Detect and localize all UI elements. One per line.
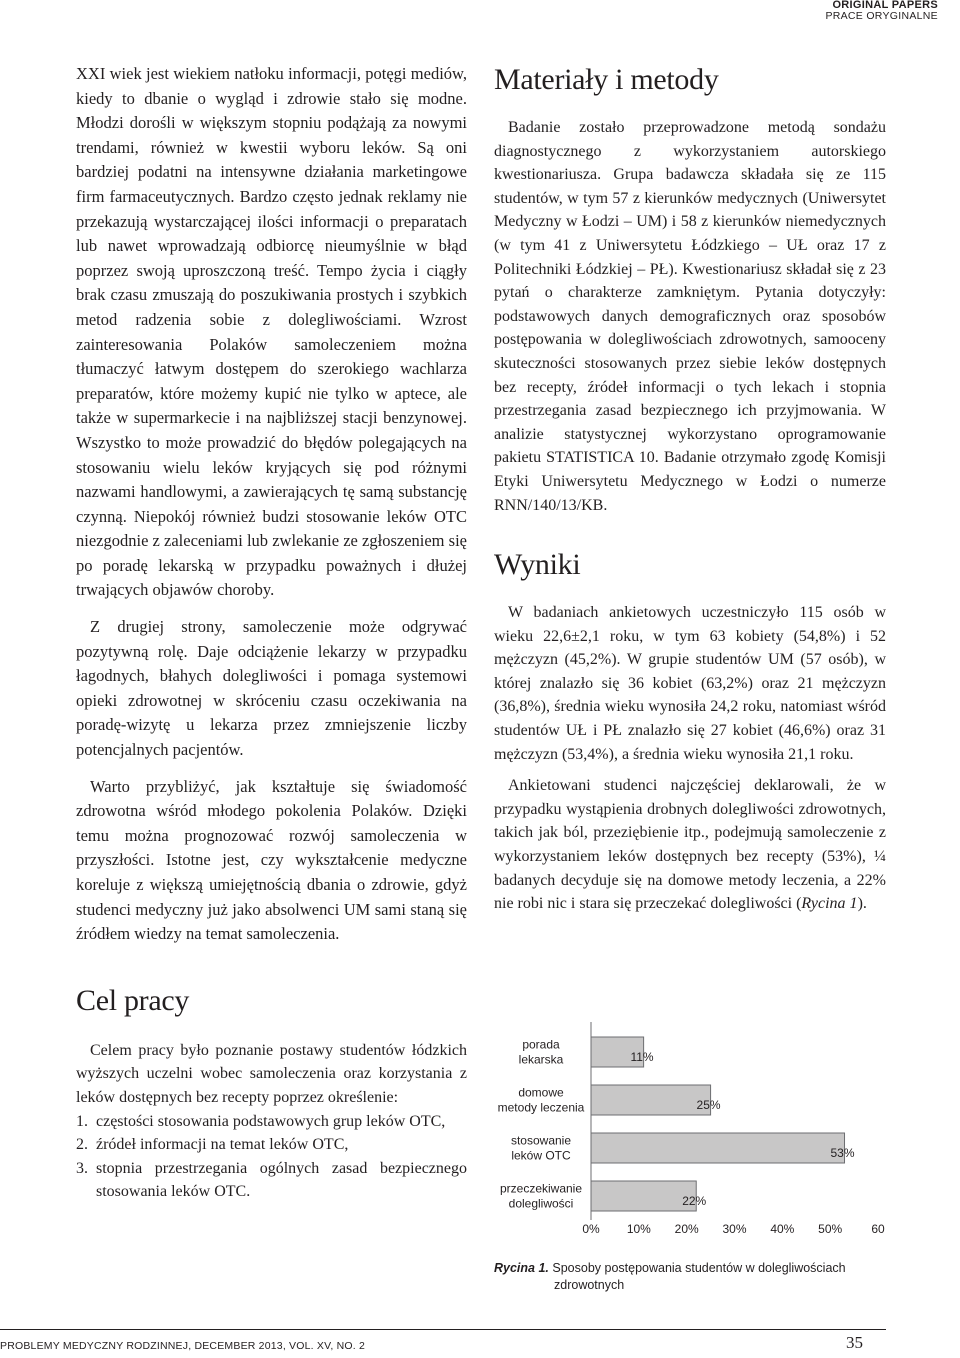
chart-x-tick-label: 60 [871, 1222, 885, 1236]
footer-rule [0, 1329, 886, 1330]
chart-x-tick-label: 10% [626, 1222, 651, 1236]
chart-x-tick-label: 30% [722, 1222, 747, 1236]
section-heading-cel-pracy: Cel pracy [76, 983, 190, 1017]
intro-paragraph-2: Z drugiej strony, samoleczenie może odgrywać pozytywną rolę. Daje odciążenie lekarzy w przypadku łagodnych, błahych dolegliwości i pomaga systemowi opieki zdrowotnej w skróceniu czasu oczekiwania na poradę-wizytę u lekarza przez zmniejszenie liczby potencjalnych pacjentów. [76, 617, 467, 760]
aims-list-item [76, 1157, 467, 1204]
methods-paragraph: Badanie zostało przeprowadzone metodą sondażu diagnostycznego z wykorzystaniem autorskiego kwestionariusza. Grupa badawcza składała się ze 115 studentów, w tym 57 z kierunków medycznych (Uniwersytet Medyczny w Łodzi – UM) i 58 z kierunków niemedycznych (w tym 41 z Uniwersytetu Łódzkiego – UŁ oraz 17 z Politechniki Łódzkiej – PŁ). Kwestionariusz składał się z 23 pytań o charakterze zamkniętym. Pytania dotyczyły: podstawowych danych demograficznych oraz sposobów postępowania w dolegliwościach zdrowotnych, samooceny skuteczności stosowanych przez siebie leków dostępnych bez recepty, źródeł informacji o tych lekach i stopnia przestrzegania zasad bezpiecznego ich przyjmowania. W analizie statystycznej wykorzystano oprogramowanie pakietu STATISTICA 10. Badanie otrzymało zgodę Komisji Etyki Uniwersytetu Medycznego w Łodzi o numerze RNN/140/13/KB. [494, 119, 886, 514]
figure-caption-line-2: zdrowotnych [554, 1278, 625, 1292]
chart-bar [591, 1181, 696, 1211]
running-head-section-pl: PRACE ORYGINALNE [825, 10, 938, 22]
results-paragraph-2-text: Ankietowani studenci najczęściej deklarowali, że w przypadku wystąpienia drobnych dolegliwości zdrowotnych, takich jak ból, przeziębienie itp., podejmują samoleczenie z wykorzystaniem leków dostępnych bez recepty (53%), ¼ badanych decyduje się na domowe metody leczenia, a 22% nie robi nic i stara się przeczekać dolegliwości ( [494, 777, 886, 913]
aims-list-number: 3. [76, 1159, 88, 1177]
intro-paragraph-1: XXI wiek jest wiekiem natłoku informacji, potęgi mediów, kiedy to dbanie o wygląd i zdrowie stało się modne. Młodzi dorośli w większym stopniu podążają za nowymi trendami, również w kwestii wyboru leków. Są oni bardziej podatni na intensywne działania marketingowe firm farmaceutycznych. Bardzo często jednak reklamy nie przekazują wystarczającej ilości informacji o preparatach lub nawet wprowadzają odbiorcę nieumyślnie w błąd poprzez swoją uproszczoną treść. Tempo życia i ciągły brak czasu zmuszają do poszukiwania prostych i szybkich metod radzenia sobie z dolegliwościami. Wzrost zainteresowania Polaków samoleczeniem można tłumaczyć łatwym dostępem do szerokiego wachlarza preparatów, które możemy kupić nie tylko w aptece, ale także w supermarkecie i na najbliższej stacji benzynowej. Wszystko to może prowadzić do błędów polegających na stosowaniu wielu leków kryjących się pod różnymi nazwami handlowymi, a zawierających tę samą substancję czynną. Niepokój również budzi stosowanie leków OTC niezgodnie z zaleceniami lub zwlekanie ze zgłoszeniem się po poradę lekarską w przypadku poważnych i dłużej trwających objawów choroby. [76, 64, 467, 600]
chart-category-label: metody leczenia [497, 1100, 585, 1115]
aims-list-number: 2. [76, 1136, 88, 1154]
chart-category-label: lekarska [518, 1052, 564, 1067]
footer-journal: PROBLEMY MEDYCZNY RODZINNEJ, DECEMBER 2013, VOL. XV, NO. 2 [0, 1340, 366, 1352]
results-paragraph-2 [494, 774, 886, 916]
chart-category-label: domowe [518, 1085, 564, 1100]
chart-value-label: 22% [682, 1194, 707, 1208]
chart-x-tick-label: 50% [818, 1222, 843, 1236]
aims-list-item [76, 1110, 467, 1134]
right-column [494, 62, 886, 916]
figure-label: Rycina 1. [494, 1261, 549, 1275]
chart-category-label: stosowanie [510, 1133, 572, 1148]
running-head-section-en: ORIGINAL PAPERS [832, 0, 938, 11]
figure-1 [486, 1020, 896, 1300]
aims-list-text: stopnia przestrzegania ogólnych zasad bezpiecznego stosowania leków OTC. [96, 1159, 467, 1201]
results-paragraph-1: W badaniach ankietowych uczestniczyło 115 osób w wieku 22,6±2,1 roku, w tym 63 kobiety (54,8%) i 52 mężczyzn (45,2%). W grupie studentów UM (57 osób), w której znalazło się 36 kobiet (63,2%) oraz 21 mężczyzn (36,8%), średnia wieku wynosiła 24,2 roku, natomiast wśród studentów UŁ i PŁ znalazło się 27 kobiet (46,6%) oraz 31 mężczyzn (53,4%), a średnia wieku wynosiła 21,1 roku. [494, 604, 886, 763]
chart-category-label: porada [522, 1037, 560, 1052]
aims-list-text: źródeł informacji na temat leków OTC, [96, 1136, 349, 1154]
chart-x-tick-label: 0% [582, 1222, 600, 1236]
chart-value-label: 25% [696, 1098, 721, 1112]
intro-paragraph-3: Warto przybliżyć, jak kształtuje się świadomość zdrowotna wśród młodego pokolenia Polaków. Dzięki temu można prognozować rozwój samoleczenia w przyszłości. Istotne jest, czy wykształcenie medyczne koreluje z większą umiejętnością dbania o zdrowie, gdyż studenci medyczny już jako absolwenci UM sami staną się źródłem wiedzy na temat samoleczenia. [76, 776, 467, 944]
chart-category-label: dolegliwości [508, 1196, 574, 1211]
results-paragraph-2-end: ). [857, 895, 867, 913]
chart-x-tick-label: 20% [674, 1222, 699, 1236]
figure-caption [494, 1260, 894, 1294]
left-column [76, 62, 467, 1204]
chart-value-label: 53% [830, 1146, 855, 1160]
chart-category-label: leków OTC [511, 1148, 571, 1163]
chart-bar [591, 1133, 845, 1163]
aims-list-text: częstości stosowania podstawowych grup leków OTC, [96, 1112, 446, 1130]
aims-list-item [76, 1133, 467, 1157]
section-heading-wyniki: Wyniki [494, 548, 581, 582]
chart-x-tick-label: 40% [770, 1222, 795, 1236]
running-head [825, 0, 938, 22]
section-heading-materialy-i-metody: Materiały i metody [494, 63, 719, 96]
chart-value-label: 11% [630, 1050, 654, 1064]
chart-category-label: przeczekiwanie [499, 1181, 583, 1196]
figure-reference: Rycina 1 [801, 895, 858, 913]
page-number: 35 [846, 1333, 863, 1352]
aims-list [76, 1110, 467, 1204]
chart-bar [591, 1085, 711, 1115]
figure-caption-line-1: Sposoby postępowania studentów w dolegliwościach [552, 1261, 846, 1275]
aims-list-number: 1. [76, 1112, 88, 1130]
aim-intro-paragraph: Celem pracy było poznanie postawy studentów łódzkich wyższych uczelni wobec samoleczenia oraz korzystania z leków dostępnych bez recepty poprzez określenie: [76, 1041, 467, 1106]
bar-chart [486, 1020, 896, 1245]
